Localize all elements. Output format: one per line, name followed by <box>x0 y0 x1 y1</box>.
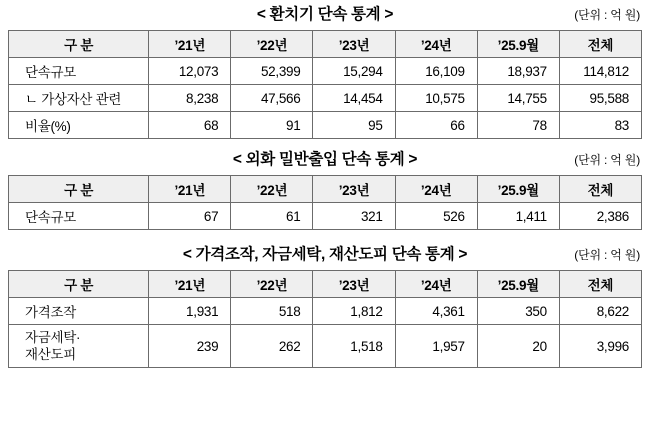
table-cell: 15,294 <box>313 58 395 85</box>
row-label: 가격조작 <box>9 298 149 325</box>
table-cell: 95,588 <box>559 85 641 112</box>
column-header: ’24년 <box>395 176 477 203</box>
row-label: 단속규모 <box>9 58 149 85</box>
statistics-table-2 <box>8 175 642 230</box>
column-header: ’24년 <box>395 31 477 58</box>
table-cell: 14,755 <box>477 85 559 112</box>
column-header: ’25.9월 <box>477 31 559 58</box>
table-cell: 321 <box>313 203 395 230</box>
table-cell: 262 <box>231 325 313 368</box>
table-cell: 1,812 <box>313 298 395 325</box>
column-header: ’25.9월 <box>477 176 559 203</box>
table-row <box>9 298 642 325</box>
table-cell: 1,411 <box>477 203 559 230</box>
table-block-2 <box>8 145 642 230</box>
table-title-2: < 외화 밀반출입 단속 통계 > <box>232 151 418 168</box>
statistics-table-3 <box>8 270 642 368</box>
caption-row-3 <box>8 240 642 270</box>
column-header: ’21년 <box>149 176 231 203</box>
row-label-line-2: 재산도피 <box>25 347 76 362</box>
table-block-1 <box>8 0 642 139</box>
column-header: ’21년 <box>149 31 231 58</box>
row-label: 비율(%) <box>9 112 149 139</box>
table-cell: 1,957 <box>395 325 477 368</box>
column-header: 구 분 <box>9 176 149 203</box>
caption-row-1 <box>8 0 642 30</box>
column-header: ’21년 <box>149 271 231 298</box>
table-cell: 47,566 <box>231 85 313 112</box>
statistics-table-1 <box>8 30 642 139</box>
row-label: ㄴ 가상자산 관련 <box>9 85 149 112</box>
column-header: 구 분 <box>9 31 149 58</box>
table-cell: 518 <box>231 298 313 325</box>
table-cell: 78 <box>477 112 559 139</box>
table-cell: 52,399 <box>231 58 313 85</box>
column-header: ’24년 <box>395 271 477 298</box>
table-row <box>9 112 642 139</box>
column-header: ’22년 <box>231 271 313 298</box>
table-header-row <box>9 271 642 298</box>
column-header: 전체 <box>559 176 641 203</box>
column-header: 전체 <box>559 31 641 58</box>
row-label: 단속규모 <box>9 203 149 230</box>
table-cell: 4,361 <box>395 298 477 325</box>
table-cell: 1,931 <box>149 298 231 325</box>
column-header: ’25.9월 <box>477 271 559 298</box>
column-header: 전체 <box>559 271 641 298</box>
table-cell: 114,812 <box>559 58 641 85</box>
table-row <box>9 58 642 85</box>
table-cell: 3,996 <box>559 325 641 368</box>
row-label <box>9 325 149 368</box>
column-header: ’23년 <box>313 271 395 298</box>
table-cell: 12,073 <box>149 58 231 85</box>
table-cell: 239 <box>149 325 231 368</box>
table-cell: 16,109 <box>395 58 477 85</box>
table-row <box>9 203 642 230</box>
table-unit-3: (단위 : 억 원) <box>574 248 640 262</box>
table-unit-1: (단위 : 억 원) <box>574 8 640 22</box>
column-header: 구 분 <box>9 271 149 298</box>
table-cell: 18,937 <box>477 58 559 85</box>
table-cell: 10,575 <box>395 85 477 112</box>
table-header-row <box>9 31 642 58</box>
table-header-row <box>9 176 642 203</box>
table-row <box>9 325 642 368</box>
column-header: ’23년 <box>313 176 395 203</box>
table-cell: 83 <box>559 112 641 139</box>
section-spacer <box>8 230 642 240</box>
table-cell: 66 <box>395 112 477 139</box>
table-cell: 8,622 <box>559 298 641 325</box>
table-cell: 95 <box>313 112 395 139</box>
table-cell: 2,386 <box>559 203 641 230</box>
table-row <box>9 85 642 112</box>
column-header: ’23년 <box>313 31 395 58</box>
row-label-line-1: 자금세탁· <box>25 330 81 345</box>
table-cell: 91 <box>231 112 313 139</box>
table-cell: 526 <box>395 203 477 230</box>
table-unit-2: (단위 : 억 원) <box>574 153 640 167</box>
table-block-3 <box>8 240 642 368</box>
table-cell: 8,238 <box>149 85 231 112</box>
table-cell: 14,454 <box>313 85 395 112</box>
table-cell: 1,518 <box>313 325 395 368</box>
table-cell: 20 <box>477 325 559 368</box>
table-title-3: < 가격조작, 자금세탁, 재산도피 단속 통계 > <box>182 246 468 263</box>
column-header: ’22년 <box>231 176 313 203</box>
caption-row-2 <box>8 145 642 175</box>
table-cell: 67 <box>149 203 231 230</box>
table-title-1: < 환치기 단속 통계 > <box>256 6 394 23</box>
table-cell: 68 <box>149 112 231 139</box>
table-cell: 61 <box>231 203 313 230</box>
table-cell: 350 <box>477 298 559 325</box>
column-header: ’22년 <box>231 31 313 58</box>
